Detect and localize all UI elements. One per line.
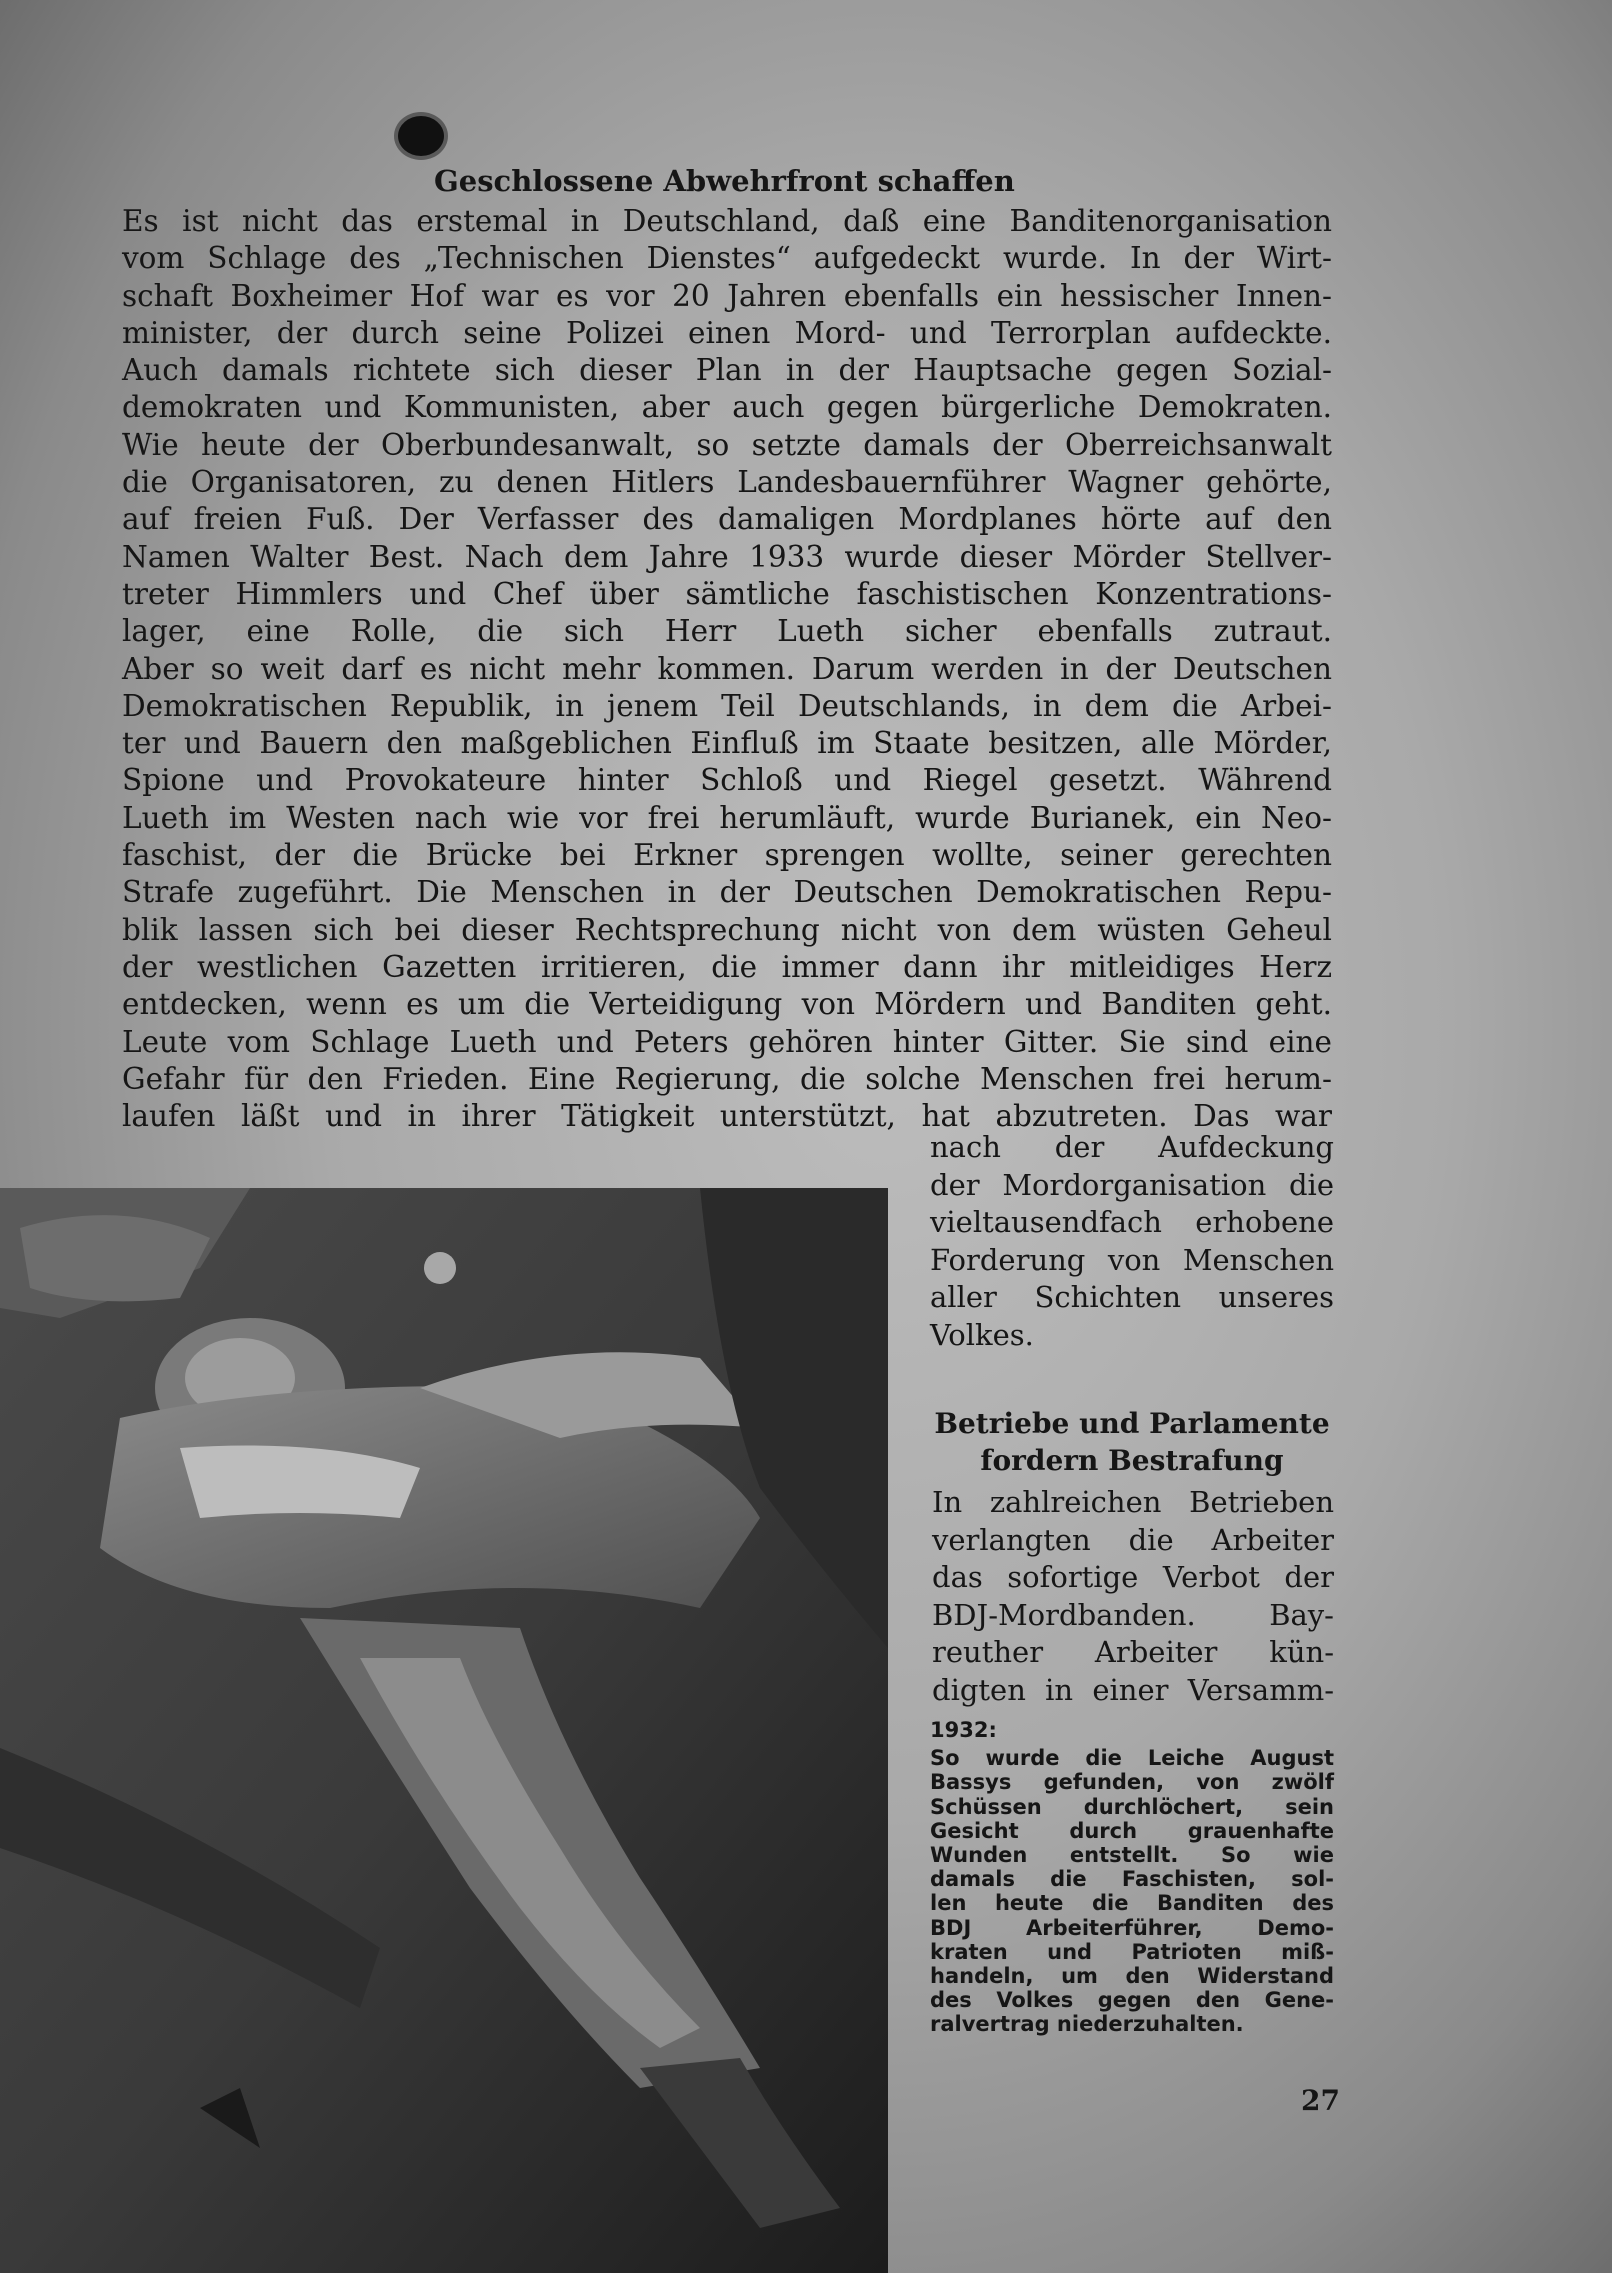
text-line: die Organisatoren, zu denen Hitlers Landesbauernführer Wagner gehörte, xyxy=(122,465,1332,500)
caption-line: Gesicht durch grauenhafte xyxy=(930,1818,1334,1843)
caption-line: Wunden entstellt. So wie xyxy=(930,1842,1334,1867)
text-line: nach der Aufdeckung xyxy=(930,1130,1334,1164)
text-line: Wie heute der Oberbundesanwalt, so setzte damals der Oberreichsanwalt xyxy=(122,427,1332,462)
text-line: das sofortige Verbot der xyxy=(932,1560,1334,1594)
text-line: Forderung von Menschen xyxy=(930,1242,1334,1277)
text-line: vieltausendfach erhobene xyxy=(930,1205,1334,1239)
caption-year: 1932: xyxy=(930,1718,997,1742)
text-line: aller Schichten unseres xyxy=(930,1280,1334,1314)
caption-line: So wurde die Leiche August xyxy=(930,1746,1334,1771)
text-line: Demokratischen Republik, in jenem Teil Deutschlands, in dem die Arbei- xyxy=(122,688,1332,723)
caption-line: ralvertrag niederzuhalten. xyxy=(930,2012,1244,2037)
text-line: Volkes. xyxy=(930,1317,1034,1352)
caption-line: Schüssen durchlöchert, sein xyxy=(930,1794,1334,1819)
caption-line: damals die Faschisten, sol- xyxy=(930,1867,1334,1892)
page-number: 27 xyxy=(1301,2084,1340,2117)
caption-line: BDJ Arbeiterführer, Demo- xyxy=(930,1915,1334,1940)
caption-line: handeln, um den Widerstand xyxy=(930,1963,1334,1988)
caption-line: len heute die Banditen des xyxy=(930,1891,1334,1916)
text-line: lager, eine Rolle, die sich Herr Lueth sicher ebenfalls zutraut. xyxy=(122,614,1332,649)
text-line: Leute vom Schlage Lueth und Peters gehören hinter Gitter. Sie sind eine xyxy=(122,1024,1332,1059)
text-line: digten in einer Versamm- xyxy=(932,1672,1334,1707)
text-line: Spione und Provokateure hinter Schloß und Riegel gesetzt. Während xyxy=(122,763,1332,798)
text-line: minister, der durch seine Polizei einen Mord- und Terrorplan aufdeckte. xyxy=(122,315,1332,350)
text-line: In zahlreichen Betrieben xyxy=(932,1485,1334,1519)
text-line: Auch damals richtete sich dieser Plan in der Hauptsache gegen Sozial- xyxy=(122,353,1332,388)
photograph xyxy=(0,1188,888,2273)
subheading-line: Betriebe und Parlamente xyxy=(934,1407,1330,1440)
text-line: vom Schlage des „Technischen Dienstes“ aufgedeckt wurde. In der Wirt- xyxy=(122,241,1332,276)
subheading-line: fordern Bestrafung xyxy=(980,1444,1284,1477)
right-column-text-2 xyxy=(932,1484,1334,1709)
text-line: Namen Walter Best. Nach dem Jahre 1933 wurde dieser Mörder Stellver- xyxy=(122,539,1332,574)
text-line: reuther Arbeiter kün- xyxy=(932,1635,1334,1669)
text-line: faschist, der die Brücke bei Erkner sprengen wollte, seiner gerechten xyxy=(122,838,1332,873)
text-line: entdecken, wenn es um die Verteidigung von Mördern und Banditen geht. xyxy=(122,987,1332,1022)
article-heading: Geschlossene Abwehrfront schaffen xyxy=(434,164,1015,198)
text-line: Gefahr für den Frieden. Eine Regierung, die solche Menschen frei herum- xyxy=(122,1061,1332,1096)
text-line: Strafe zugeführt. Die Menschen in der Deutschen Demokratischen Repu- xyxy=(122,875,1332,910)
caption-line: Bassys gefunden, von zwölf xyxy=(930,1770,1334,1795)
text-line: der westlichen Gazetten irritieren, die immer dann ihr mitleidiges Herz xyxy=(122,949,1332,984)
caption-line: kraten und Patrioten miß- xyxy=(930,1939,1334,1964)
section-subheading xyxy=(930,1405,1334,1479)
text-line: ter und Bauern den maßgeblichen Einfluß im Staate besitzen, alle Mörder, xyxy=(122,726,1332,761)
text-line: Es ist nicht das erstemal in Deutschland, daß eine Banditenorganisation xyxy=(122,204,1332,238)
article-body xyxy=(122,203,1332,1135)
text-line: verlangten die Arbeiter xyxy=(932,1522,1334,1557)
text-line: treter Himmlers und Chef über sämtliche faschistischen Konzentrations- xyxy=(122,576,1332,611)
text-line: Lueth im Westen nach wie vor frei herumläuft, wurde Burianek, ein Neo- xyxy=(122,800,1332,835)
text-line: laufen läßt und in ihrer Tätigkeit unterstützt, hat abzutreten. Das war xyxy=(122,1099,1332,1134)
punch-hole xyxy=(398,116,444,156)
text-line: Aber so weit darf es nicht mehr kommen. Darum werden in der Deutschen xyxy=(122,651,1332,686)
text-line: blik lassen sich bei dieser Rechtsprechung nicht von dem wüsten Geheul xyxy=(122,912,1332,947)
text-line: auf freien Fuß. Der Verfasser des damaligen Mordplanes hörte auf den xyxy=(122,502,1332,537)
caption-line: des Volkes gegen den Gene- xyxy=(930,1988,1334,2013)
text-line: demokraten und Kommunisten, aber auch gegen bürgerliche Demokraten. xyxy=(122,390,1332,425)
photo-caption xyxy=(930,1718,1334,2036)
text-line: BDJ-Mordbanden. Bay- xyxy=(932,1597,1334,1632)
right-column-text xyxy=(930,1129,1334,1354)
text-line: schaft Boxheimer Hof war es vor 20 Jahren ebenfalls ein hessischer Innen- xyxy=(122,278,1332,313)
text-line: der Mordorganisation die xyxy=(930,1167,1334,1202)
